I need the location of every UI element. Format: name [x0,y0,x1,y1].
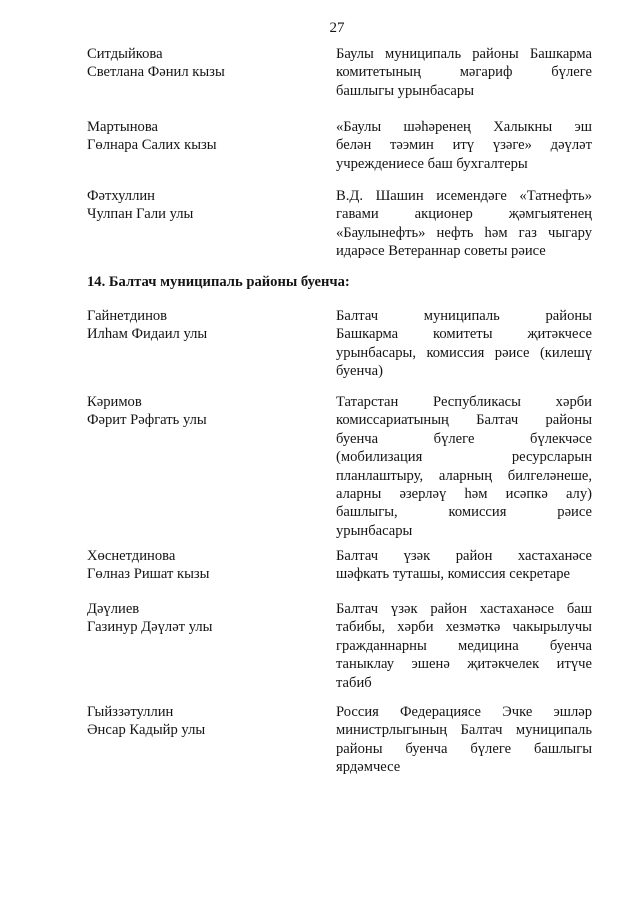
role-line: аларны әзерләү һәм исәпкә алу) [336,486,592,503]
member-surname: Кәримов [87,394,142,410]
member-name [87,307,317,344]
role-line: Балтач муниципаль районы [336,308,592,324]
role-line: буенча) [336,363,383,380]
member-name [87,45,317,82]
role-line: таныклау эшенә җитәкчелек итүче [336,656,592,673]
role-line: белән тәэмин итү үзәге» дәүләт [336,137,592,154]
member-surname: Фәтхуллин [87,188,155,204]
role-line: (мобилизация ресурсларын [336,449,592,466]
member-given-name: Гөлнара Салих кызы [87,137,217,154]
role-line: урынбасары, комиссия рәисе (килешү [336,344,592,361]
role-line: идарәсе Ветераннар советы рәисе [336,243,546,260]
member-given-name: Фәрит Рәфгать улы [87,412,207,429]
member-role [336,600,592,692]
member-surname: Дәүлиев [87,601,140,617]
member-role [336,187,592,261]
member-name [87,600,317,637]
role-line: «Баулы шәһәренең Халыкны эш [336,119,592,135]
role-line: урынбасары [336,522,413,539]
role-line: табиб [336,674,372,691]
member-name [87,393,317,430]
role-line: Балтач үзәк район хастаханәсе [336,548,592,564]
role-line: башлыгы урынбасары [336,82,475,99]
role-line: башлыгы, комиссия рәисе [336,504,592,521]
role-line: В.Д. Шашин исемендәге «Татнефть» [336,188,592,204]
member-role [336,45,592,100]
member-given-name: Илһам Фидаил улы [87,326,208,343]
member-surname: Хөснетдинова [87,548,176,564]
section-heading: 14. Балтач муниципаль районы буенча: [87,274,350,290]
member-role [336,307,592,381]
member-surname: Гыйззәтуллин [87,704,174,720]
role-line: министрлыгының Балтач муниципаль [336,722,592,739]
role-line: гавами акционер җәмгыятенең [336,206,592,223]
role-line: Татарстан Республикасы хәрби [336,394,592,410]
member-role [336,703,592,777]
role-line: ярдәмчесе [336,759,401,776]
role-line: буенча бүлеге бүлекчәсе [336,430,592,447]
role-line: табибы, хәрби хезмәткә чакырылучы [336,619,592,636]
role-line: шәфкать туташы, комиссия секретаре [336,566,571,583]
role-line: Балтач үзәк район хастаханәсе баш [336,601,592,617]
role-line: Россия Федерациясе Эчке эшләр [336,704,592,720]
member-name [87,118,317,155]
member-given-name: Гөлназ Ришат кызы [87,566,210,583]
role-line: комитетының мәгариф бүлеге [336,64,592,81]
role-line: районы буенча бүлеге башлыгы [336,740,592,757]
member-role [336,393,592,540]
page-number: 27 [329,20,345,36]
role-line: Башкарма комитеты җитәкчесе [336,326,592,343]
member-name [87,547,317,584]
member-given-name: Светлана Фәнил кызы [87,64,225,81]
member-surname: Мартынова [87,119,159,135]
member-given-name: Чулпан Гали улы [87,206,194,223]
role-line: гражданнарны медицина буенча [336,637,592,654]
member-name [87,187,317,224]
member-name [87,703,317,740]
member-surname: Гайнетдинов [87,308,168,324]
role-line: учреждениесе баш бухгалтеры [336,155,528,172]
role-line: комиссариатының Балтач районы [336,412,592,429]
member-given-name: Газинур Дәүләт улы [87,619,213,636]
member-role [336,547,592,584]
member-surname: Ситдыйкова [87,46,163,62]
member-role [336,118,592,173]
role-line: планлаштыру, аларның билгеләнеше, [336,467,592,484]
role-line: «Баулынефть» нефть һәм газ чыгару [336,224,592,241]
role-line: Баулы муниципаль районы Башкарма [336,46,592,62]
member-given-name: Әнсар Кадыйр улы [87,722,206,739]
